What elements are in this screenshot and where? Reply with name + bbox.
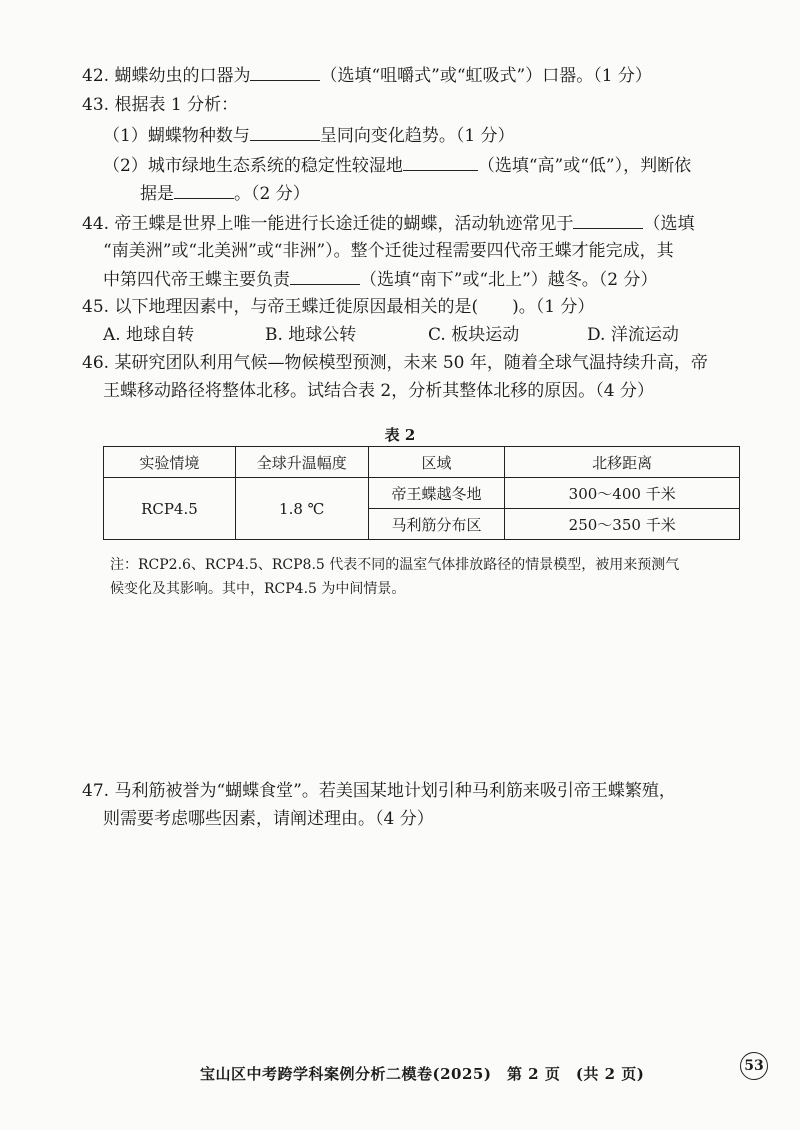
table-note-line-2: 候变化及其影响。其中，RCP4.5 为中间情景。 [110, 581, 406, 597]
q44-text-c: 中第四代帝王蝶主要负责 [103, 270, 290, 290]
q45-option-a[interactable]: A. 地球自转 [103, 325, 195, 345]
q43-p2-text-d: 。（2 分） [234, 184, 310, 204]
question-42 [82, 64, 652, 87]
cell-region: 马利筋分布区 [368, 509, 505, 540]
cell-distance: 300～400 千米 [505, 478, 740, 509]
table-header-row [104, 447, 740, 478]
q43-p1-answer-blank[interactable] [250, 124, 320, 141]
q43-p2-answer-blank[interactable] [403, 154, 478, 171]
question-44-line-3 [103, 268, 657, 291]
question-46-line-1: 46. 某研究团队利用气候—物候模型预测，未来 50 年，随着全球气温持续升高，帝 [82, 353, 708, 373]
header-scenario: 实验情境 [104, 447, 236, 478]
q45-option-d[interactable]: D. 洋流运动 [587, 325, 679, 345]
question-46-line-2: 王蝶移动路径将整体北移。试结合表 2，分析其整体北移的原因。（4 分） [103, 381, 654, 401]
question-47-line-1: 47. 马利筋被誉为“蝴蝶食堂”。若美国某地计划引种马利筋来吸引帝王蝶繁殖， [82, 781, 676, 801]
q44-text-b: （选填 [643, 214, 695, 234]
q43-p2-text-b: （选填“高”或“低”），判断依 [477, 156, 692, 176]
table-2-caption: 表 2 [384, 426, 416, 444]
page-footer: 宝山区中考跨学科案例分析二模卷(2025) 第 2 页 (共 2 页) [200, 1065, 645, 1083]
q43-p2-reason-blank[interactable] [174, 182, 234, 199]
q44-text-d: （选填“南下”或“北上”）越冬。（2 分） [360, 270, 658, 290]
question-44-line-1 [82, 212, 694, 235]
cell-scenario: RCP4.5 [104, 478, 236, 540]
question-47-line-2: 则需要考虑哪些因素，请阐述理由。（4 分） [103, 809, 434, 829]
question-43-stem: 43. 根据表 1 分析： [82, 95, 239, 115]
table-2 [103, 446, 740, 540]
table-row [104, 478, 740, 509]
q42-text-b: （选填“咀嚼式”或“虹吸式”）口器。（1 分） [320, 66, 652, 86]
q44-continent-blank[interactable] [573, 212, 643, 229]
q45-option-b[interactable]: B. 地球公转 [265, 325, 357, 345]
cell-region: 帝王蝶越冬地 [368, 478, 505, 509]
q43-p2-text-c: 据是 [140, 184, 174, 204]
cell-warming: 1.8 ℃ [235, 478, 368, 540]
q43-p1-text-a: （1）蝴蝶物种数与 [103, 126, 250, 146]
question-44-line-2: “南美洲”或“北美洲”或“非洲”）。整个迁徙过程需要四代帝王蝶才能完成，其 [103, 241, 674, 261]
q43-p2-text-a: （2）城市绿地生态系统的稳定性较湿地 [103, 156, 403, 176]
header-distance: 北移距离 [505, 447, 740, 478]
q44-text-a: 44. 帝王蝶是世界上唯一能进行长途迁徙的蝴蝶，活动轨迹常见于 [82, 214, 574, 234]
header-region: 区域 [368, 447, 505, 478]
question-45-stem: 45. 以下地理因素中，与帝王蝶迁徙原因最相关的是( )。（1 分） [82, 297, 595, 317]
question-43-part-2-cont [140, 182, 310, 205]
table-note-line-1: 注：RCP2.6、RCP4.5、RCP8.5 代表不同的温室气体排放路径的情景模型，被用来预测气 [110, 557, 680, 573]
page-number-badge: 53 [740, 1052, 768, 1080]
q43-p1-text-b: 呈同向变化趋势。（1 分） [319, 126, 515, 146]
q45-option-c[interactable]: C. 板块运动 [428, 325, 520, 345]
q44-direction-blank[interactable] [290, 268, 360, 285]
q42-answer-blank[interactable] [250, 64, 320, 81]
question-43-part-2 [103, 154, 691, 177]
cell-distance: 250～350 千米 [505, 509, 740, 540]
question-43-part-1 [103, 124, 515, 147]
q42-text-a: 42. 蝴蝶幼虫的口器为 [82, 66, 251, 86]
header-warming: 全球升温幅度 [235, 447, 368, 478]
